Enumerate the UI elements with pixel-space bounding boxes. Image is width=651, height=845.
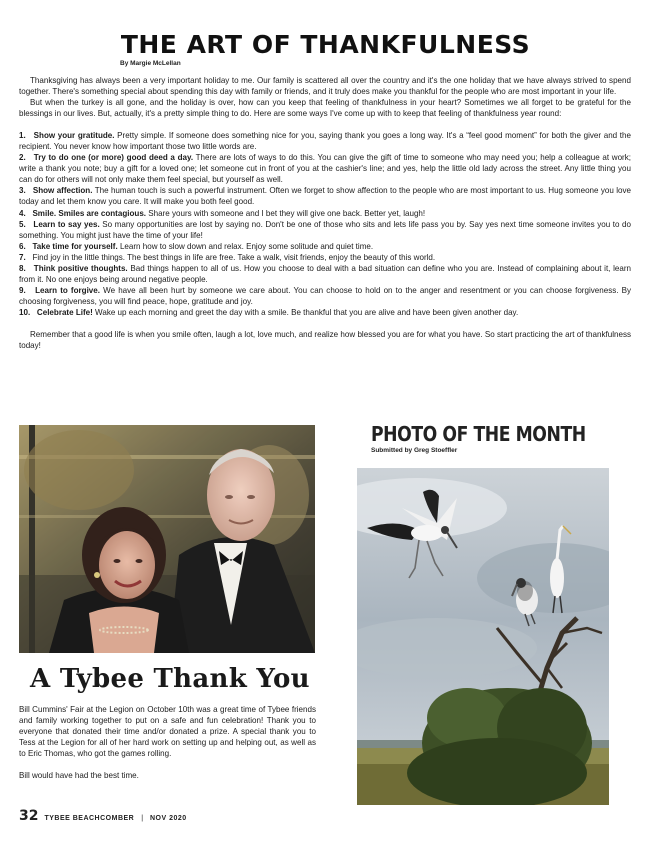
tip-text: There are lots of ways to do this. You can give the gift of time to someone who may need you; help a colleague at work; write a thank you note; buy a gift for a loved one; let someone cut in front of you at the cashier's line; and yes, help the little old lady across the street. Any little thing you can do for others will not only make them feel special, but yourself as well. xyxy=(19,153,631,185)
tip-lead: Smile. Smiles are contagious. xyxy=(32,208,147,218)
storks-photo xyxy=(357,468,609,805)
closing-paragraph: Remember that a good life is when you smile often, laugh a lot, love much, and realize how blessed you are for what you have. So start practicing the art of thankfulness today! xyxy=(19,329,631,351)
tip-text: Bad things happen to all of us. How you choose to deal with a bad situation can define who you are. Instead of complaining about it, learn from it. No one enjoys being around negative people. xyxy=(19,264,631,285)
tip-number: 10. xyxy=(19,308,31,318)
tip-item xyxy=(19,263,631,285)
tip-lead: Show affection. xyxy=(32,186,93,196)
tybee-thank-you-title: A Tybee Thank You xyxy=(30,664,310,694)
issue-date: NOV 2020 xyxy=(149,815,187,822)
photo-credit: Submitted by Greg Stoeffler xyxy=(371,447,458,454)
tip-item xyxy=(19,152,631,185)
tip-number: 9. xyxy=(19,286,26,296)
tip-item xyxy=(19,185,631,207)
tip-item xyxy=(19,252,631,263)
tip-text: Share yours with someone and I bet they will give one back. Better yet, laugh! xyxy=(146,208,426,218)
tips-list xyxy=(19,130,631,319)
tip-lead: Think positive thoughts. xyxy=(33,264,128,273)
tip-item xyxy=(19,241,631,252)
tip-number: 2. xyxy=(19,153,26,163)
tip-item xyxy=(19,208,631,219)
page-footer xyxy=(19,808,187,824)
article-title: THE ART OF THANKFULNESS xyxy=(120,30,531,59)
tip-item xyxy=(19,307,631,318)
tip-lead: Learn to say yes. xyxy=(33,219,100,229)
tip-number: 8. xyxy=(19,264,26,273)
tip-text: Learn how to slow down and relax. Enjoy some solitude and quiet time. xyxy=(117,241,374,251)
tip-number: 5. xyxy=(19,219,26,229)
tip-lead: Try to do one (or more) good deed a day. xyxy=(33,153,194,163)
article-body xyxy=(19,75,631,351)
tip-item xyxy=(19,219,631,241)
tybee-paragraph: Bill Cummins' Fair at the Legion on October 10th was a great time of Tybee friends and family working together to put on a safe and fun celebration! Thank you to everyone that donated their time and/or donated a prize. A special thank you to Tess at the Legion for all of her hard work on setting up and helping out, as well as to Eric Thomas, who got the games rolling. xyxy=(19,705,316,759)
tip-lead: Learn to forgive. xyxy=(35,286,100,296)
tip-lead: Take time for yourself. xyxy=(32,241,118,251)
tip-item xyxy=(19,130,631,152)
tybee-thank-you-body xyxy=(19,704,316,781)
tip-item xyxy=(19,285,631,307)
tip-text: So many opportunities are lost by saying no. Don't be one of those who sits and lets life pass you by. Say yes next time someone invites you to do something. You might just have the time of your life! xyxy=(19,219,631,240)
tip-number: 6. xyxy=(19,241,26,251)
tip-text: Find joy in the little things. The best things in life are free. Take a walk, visit friends, enjoy the beauty of this world. xyxy=(32,252,436,262)
intro-paragraph: But when the turkey is all gone, and the holiday is over, how can you keep that feeling of thankfulness in your heart? Sometimes we all forget to be grateful for the blessings in our lives. But, actually, it's a pretty simple thing to do. Here are some ways I've come up with to keep that feeling of thankfulness year round: xyxy=(19,98,631,119)
tip-number: 7. xyxy=(19,252,26,262)
tip-lead: Show your gratitude. xyxy=(33,130,115,140)
publication-name: TYBEE BEACHCOMBER xyxy=(44,815,135,822)
article-byline: By Margie McLellan xyxy=(120,60,181,67)
tip-lead: Celebrate Life! xyxy=(36,308,93,318)
tip-text: Wake up each morning and greet the day with a smile. Be thankful that you are alive and have been given another day. xyxy=(92,308,519,318)
tip-number: 3. xyxy=(19,186,26,196)
tip-text: Pretty simple. If someone does something nice for you, saying thank you goes a long way. It's a “feel good moment” for both the giver and the recipient. You never know how important those two little words are. xyxy=(19,130,631,151)
couple-photo xyxy=(19,425,315,653)
page-number: 32 xyxy=(19,808,39,824)
tip-number: 1. xyxy=(19,130,26,140)
tybee-paragraph: Bill would have had the best time. xyxy=(19,770,139,780)
tip-number: 4. xyxy=(19,208,26,218)
footer-separator: | xyxy=(141,815,144,822)
tip-text: We have all been hurt by someone we care about. You can choose to hold on to the anger and resentment or you can choose forgiveness. By choosing forgiveness, you will find peace, hope, gratitude and joy. xyxy=(19,286,632,307)
intro-paragraph: Thanksgiving has always been a very important holiday to me. Our family is scattered all over the country and it's the one holiday that we have always strived to spend together. There's something special about spending this day with family or friends, and it truly does make you thankful for the people who are most important in your life. xyxy=(19,76,631,97)
photo-of-the-month-title: PHOTO OF THE MONTH xyxy=(371,422,586,446)
tip-text: The human touch is such a powerful instrument. Often we forget to show affection to the people who are most important to us. Hug someone you love today and let them know you care. It will make you both feel good. xyxy=(19,186,631,207)
